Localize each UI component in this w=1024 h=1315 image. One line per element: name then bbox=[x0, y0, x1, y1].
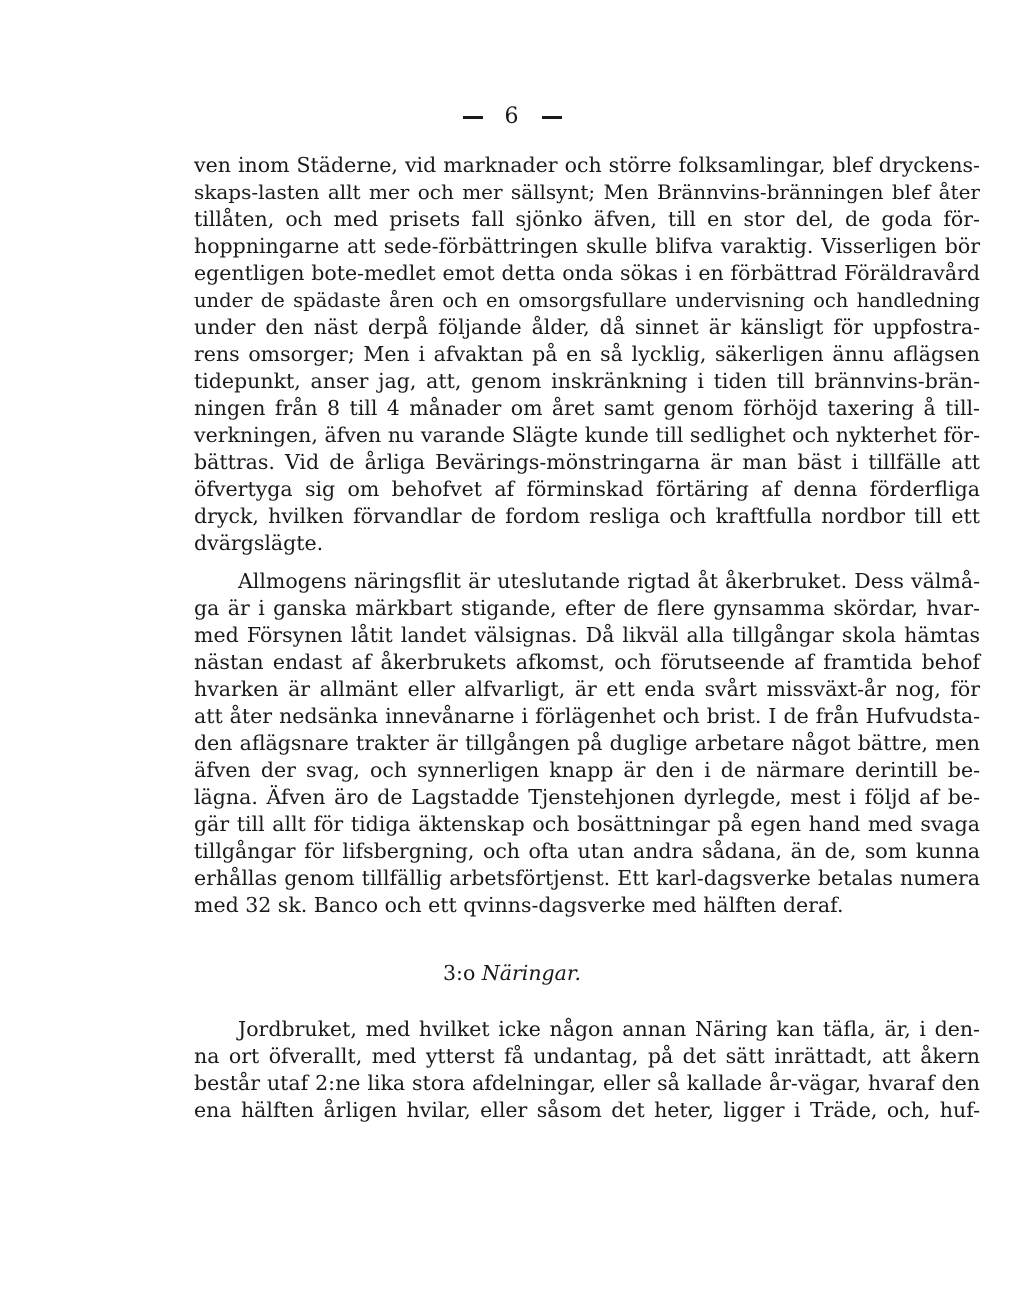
section-number: 3:o bbox=[443, 961, 476, 985]
text-line: verkningen, äfven nu varande Slägte kunde till sedlighet och nykterhet för- bbox=[194, 423, 980, 447]
header-dash-left bbox=[463, 116, 483, 119]
header-dash-right bbox=[542, 116, 562, 119]
text-line: ga är i ganska märkbart stigande, efter de flere gynsamma skördar, hvar- bbox=[194, 596, 980, 620]
text-line: lägna. Äfven äro de Lagstadde Tjenstehjonen dyrlegde, mest i följd af be- bbox=[194, 785, 980, 809]
text-line: äfven der svag, och synnerligen knapp är den i de närmare derintill be- bbox=[194, 758, 980, 782]
text-line: erhållas genom tillfällig arbetsförtjenst. Ett karl-dagsverke betalas numera bbox=[194, 866, 980, 890]
section-title: Näringar. bbox=[481, 961, 581, 985]
text-line: hvarken är allmänt eller alfvarligt, är ett enda svårt missväxt-år nog, för bbox=[194, 677, 980, 701]
section-heading bbox=[0, 961, 1024, 985]
text-line: består utaf 2:ne lika stora afdelningar, eller så kallade år-vägar, hvaraf den bbox=[194, 1071, 980, 1095]
paragraph-3 bbox=[194, 1016, 980, 1124]
text-line: tidepunkt, anser jag, att, genom inskränkning i tiden till brännvins-brän- bbox=[194, 369, 980, 393]
page-number: 6 bbox=[504, 104, 520, 129]
text-line: öfvertyga sig om behofvet af förminskad förtäring af denna förderfliga bbox=[194, 477, 980, 501]
text-line: ena hälften årligen hvilar, eller såsom det heter, ligger i Träde, och, huf- bbox=[194, 1098, 980, 1122]
text-line: ven inom Städerne, vid marknader och större folksamlingar, blef dryckens- bbox=[194, 153, 980, 177]
text-line: under de spädaste åren och en omsorgsfullare undervisning och handledning bbox=[194, 289, 980, 312]
text-line: skaps-lasten allt mer och mer sällsynt; Men Brännvins-bränningen blef åter bbox=[194, 180, 980, 204]
text-line: tillgångar för lifsbergning, och ofta utan andra sådana, än de, som kunna bbox=[194, 839, 980, 863]
text-line: med Försynen låtit landet välsignas. Då likväl alla tillgångar skola hämtas bbox=[194, 623, 980, 647]
text-line: bättras. Vid de årliga Bevärings-mönstringarna är man bäst i tillfälle att bbox=[194, 450, 980, 474]
text-line: egentligen bote-medlet emot detta onda sökas i en förbättrad Föräldravård bbox=[194, 261, 980, 285]
text-line: tillåten, och med prisets fall sjönko äfven, till en stor del, de goda för- bbox=[194, 207, 980, 231]
page-header bbox=[0, 104, 1024, 129]
text-line: med 32 sk. Banco och ett qvinns-dagsverke med hälften deraf. bbox=[194, 893, 844, 917]
text-line: Jordbruket, med hvilket icke någon annan Näring kan täfla, är, i den- bbox=[238, 1017, 980, 1041]
text-line: gär till allt för tidiga äktenskap och bosättningar på egen hand med svaga bbox=[194, 812, 980, 836]
text-line: nästan endast af åkerbrukets afkomst, och förutseende af framtida behof bbox=[194, 650, 980, 674]
paragraph-1 bbox=[194, 152, 980, 557]
text-line: rens omsorger; Men i afvaktan på en så lycklig, säkerligen ännu aflägsen bbox=[194, 342, 980, 366]
text-line: Allmogens näringsflit är uteslutande rigtad åt åkerbruket. Dess välmå- bbox=[238, 569, 980, 593]
paragraph-2 bbox=[194, 568, 980, 919]
text-line: att åter nedsänka innevånarne i förlägenhet och brist. I de från Hufvudsta- bbox=[194, 704, 980, 728]
text-line: den aflägsnare trakter är tillgången på duglige arbetare något bättre, men bbox=[194, 731, 980, 755]
text-line: na ort öfverallt, med ytterst få undantag, på det sätt inrättadt, att åkern bbox=[194, 1044, 980, 1068]
text-line: under den näst derpå följande ålder, då sinnet är känsligt för uppfostra- bbox=[194, 315, 980, 339]
text-line: dryck, hvilken förvandlar de fordom resliga och kraftfulla nordbor till ett bbox=[194, 504, 980, 528]
text-line: dvärgslägte. bbox=[194, 531, 324, 555]
text-line: ningen från 8 till 4 månader om året samt genom förhöjd taxering å till- bbox=[194, 396, 980, 420]
text-line: hoppningarne att sede-förbättringen skulle blifva varaktig. Visserligen bör bbox=[194, 234, 980, 258]
